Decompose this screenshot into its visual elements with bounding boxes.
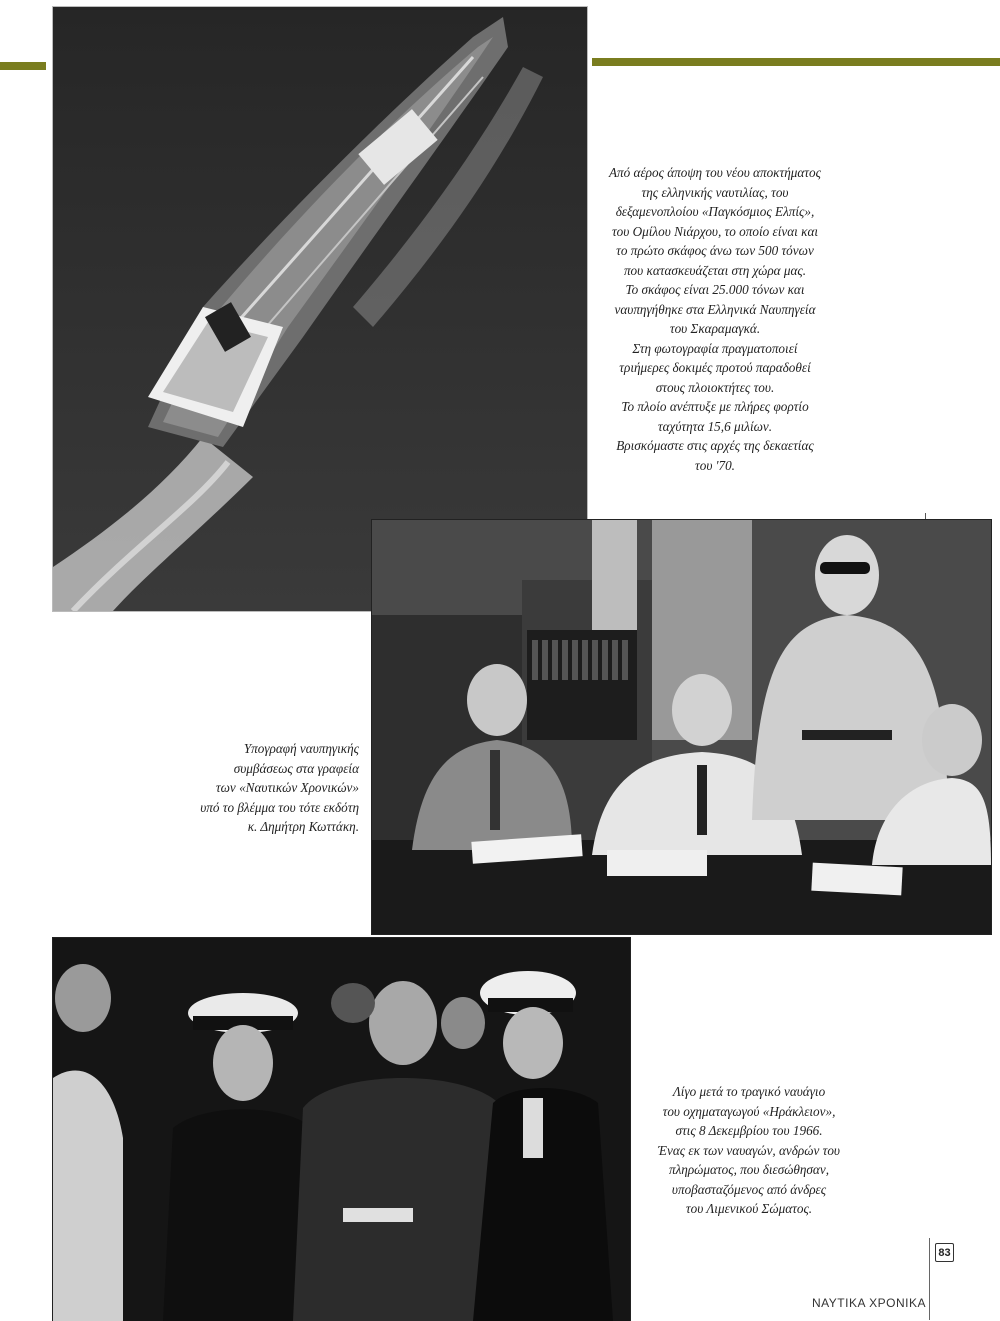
caption-line: Το σκάφος είναι 25.000 τόνων και xyxy=(625,282,805,297)
caption-line: του οχηματαγωγού «Ηράκλειον», xyxy=(662,1103,836,1119)
caption-line: συμβάσεως στα γραφεία xyxy=(233,760,359,776)
tanker-caption xyxy=(592,163,838,475)
caption-line: πληρώματος, που διεσώθησαν, xyxy=(668,1162,830,1177)
page-number: 83 xyxy=(935,1243,954,1262)
accent-rule-left xyxy=(0,62,46,70)
caption-line: Ένας εκ των ναυαγών, ανδρών του xyxy=(658,1142,840,1158)
caption-line: Από αέρος άποψη του νέου αποκτήματος xyxy=(609,165,821,180)
rescue-photo xyxy=(52,937,631,1321)
signing-photo xyxy=(371,519,992,935)
caption-line: της ελληνικής ναυτιλίας, του xyxy=(641,184,789,200)
caption-line: ταχύτητα 15,6 μιλίων. xyxy=(657,418,773,434)
caption-line: του Ομίλου Νιάρχου, το οποίο είναι και xyxy=(611,223,819,239)
signing-caption xyxy=(140,739,359,837)
caption-line: κ. Δημήτρη Κωττάκη. xyxy=(247,819,359,834)
caption-line: του Σκαραμαγκά. xyxy=(669,321,761,336)
caption-line: υπό το βλέμμα του τότε εκδότη xyxy=(200,799,359,815)
caption-line: των «Ναυτικών Χρονικών» xyxy=(215,780,359,795)
caption-line: του '70. xyxy=(695,457,735,473)
caption-line: δεξαμενοπλοίου «Παγκόσμιος Ελπίς», xyxy=(615,204,815,219)
caption-line: υποβασταζόμενος από άνδρες xyxy=(671,1181,827,1197)
rescue-caption xyxy=(639,1082,859,1219)
caption-line: Λίγο μετά το τραγικό ναυάγιο xyxy=(672,1084,826,1099)
caption-line: του Λιμενικού Σώματος. xyxy=(685,1201,813,1216)
caption-line: Βρισκόμαστε στις αρχές της δεκαετίας xyxy=(616,438,814,453)
caption-line: Υπογραφή ναυπηγικής xyxy=(243,741,359,756)
caption-line: στις 8 Δεκεμβρίου του 1966. xyxy=(675,1123,823,1138)
caption-line: στους πλοιοκτήτες του. xyxy=(655,379,775,395)
signing-image xyxy=(372,520,991,934)
caption-line: το πρώτο σκάφος άνω των 500 τόνων xyxy=(616,243,814,258)
caption-line: τριήμερες δοκιμές προτού παραδοθεί xyxy=(619,360,811,375)
publication-name: ΝΑΥΤΙΚΑ ΧΡΟΝΙΚΑ xyxy=(812,1296,926,1310)
caption-line: Στη φωτογραφία πραγματοποιεί xyxy=(632,340,798,356)
accent-rule-right xyxy=(592,58,1000,66)
rescue-image xyxy=(53,938,630,1321)
caption-line: Το πλοίο ανέπτυξε με πλήρες φορτίο xyxy=(621,399,809,414)
footer-divider xyxy=(929,1238,930,1320)
caption-line: ναυπηγήθηκε στα Ελληνικά Ναυπηγεία xyxy=(614,301,816,317)
caption-line: που κατασκευάζεται στη χώρα μας. xyxy=(623,262,807,278)
